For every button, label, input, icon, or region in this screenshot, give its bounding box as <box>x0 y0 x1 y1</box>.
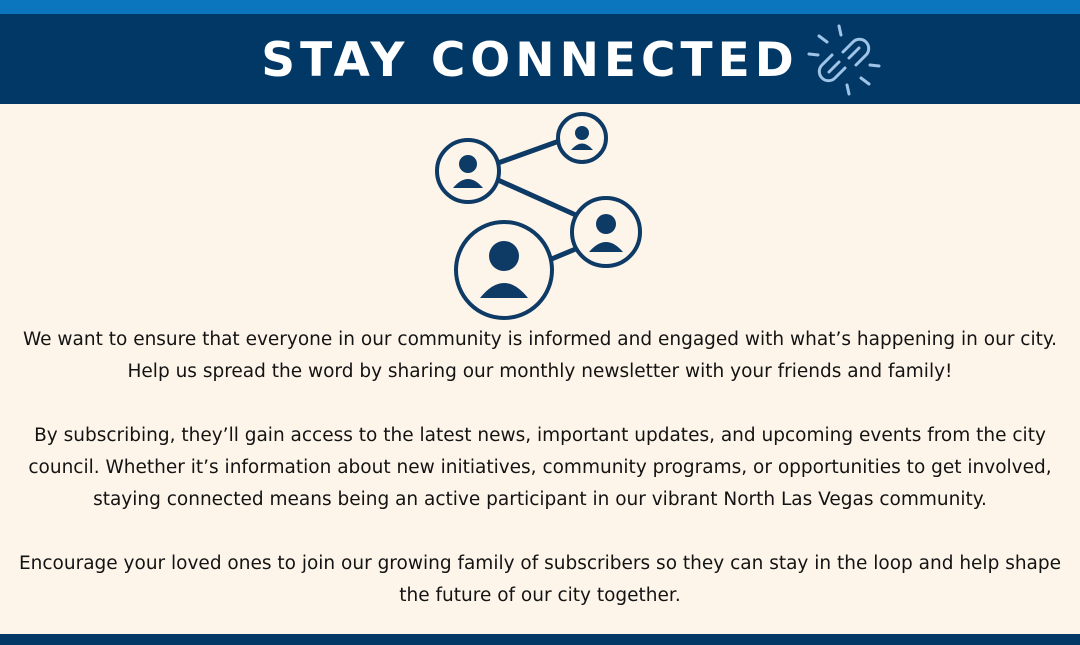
subscription-benefits-paragraph: By subscribing, they’ll gain access to the latest news, important updates, and upcoming events from the city council. Whether it’s information about new initiatives, community programs, or opportunities to get involved, staying connected means being an active participant in our vibrant North Las Vegas community. <box>28 425 1052 510</box>
person-node-large <box>456 222 552 318</box>
call-to-action-paragraph: Encourage your loved ones to join our growing family of subscribers so they can stay in the loop and help shape the future of our city together. <box>18 553 1062 606</box>
footer-band <box>0 634 1080 645</box>
broken-link-icon <box>805 22 883 98</box>
intro-paragraph: We want to ensure that everyone in our community is informed and engaged with what’s happening in our city. Help us spread the word by sharing our monthly newsletter with your friends and family! <box>22 329 1058 382</box>
people-network-icon <box>430 108 650 323</box>
person-node-top <box>558 114 606 162</box>
person-node-left <box>437 140 499 202</box>
person-node-right <box>572 198 640 266</box>
newsletter-message <box>10 324 1070 644</box>
page-title: STAY CONNECTED <box>261 33 799 88</box>
top-accent-stripe <box>0 0 1080 14</box>
